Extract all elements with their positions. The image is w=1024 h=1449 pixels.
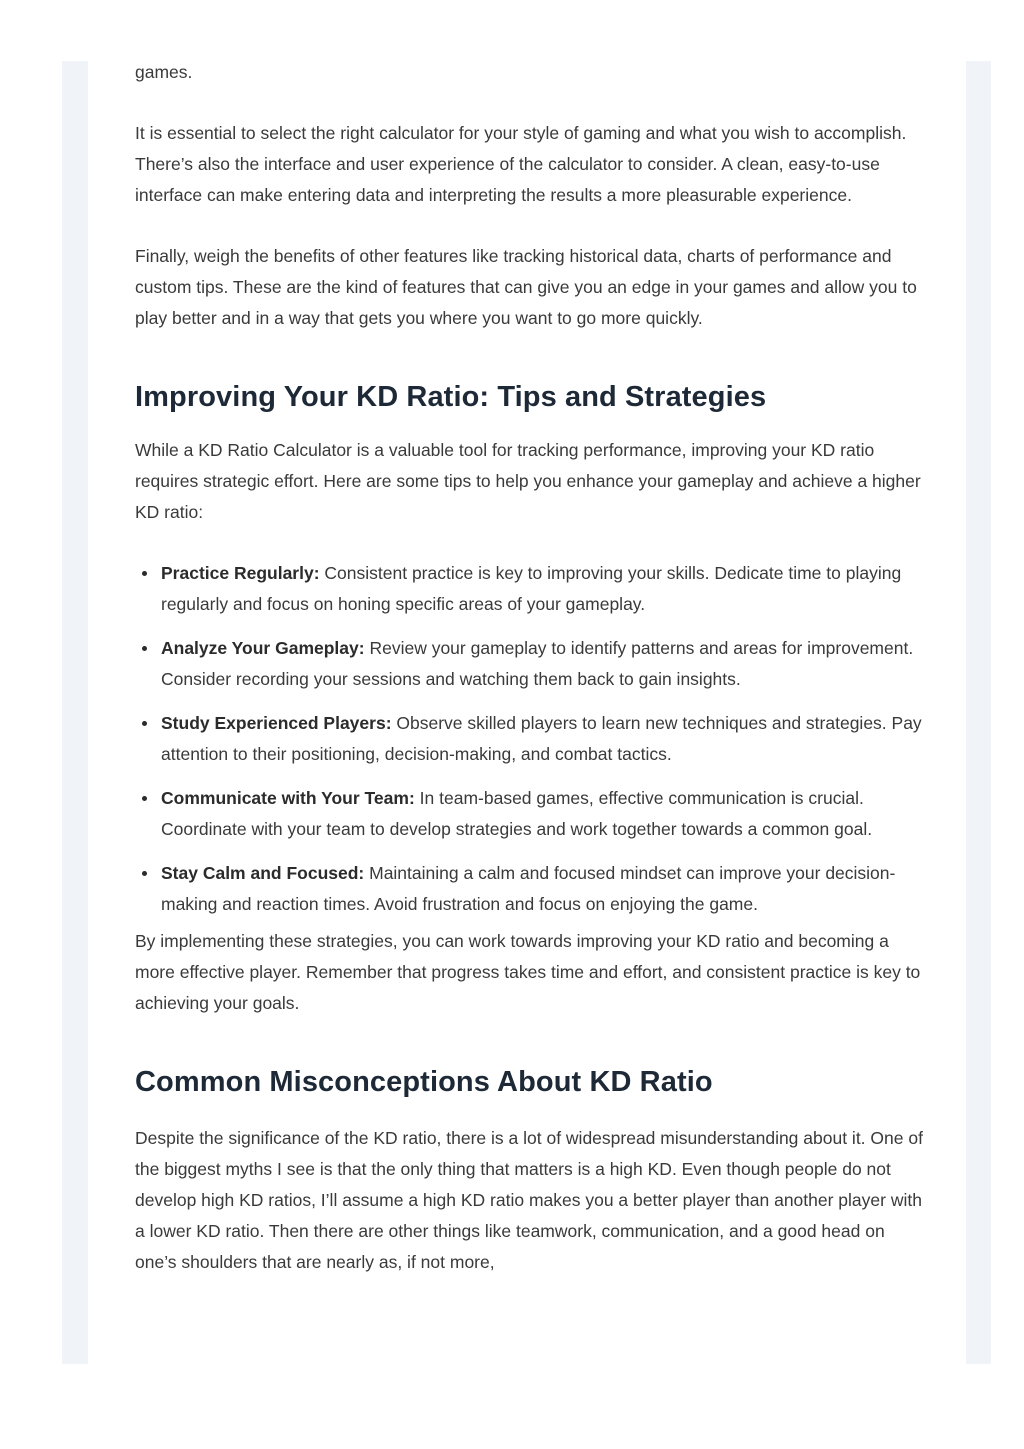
list-item <box>161 708 925 770</box>
tip-text: Review your gameplay to identify patterns and areas for improvement. Consider recording your sessions and watching them back to gain insights. <box>161 638 914 689</box>
tips-list <box>135 558 925 920</box>
paragraph-select-calculator: It is essential to select the right calculator for your style of gaming and what you wish to accomplish. There’s also the interface and user experience of the calculator to consider. A clean, easy-to-use interface can make entering data and interpreting the results a more pleasurable experience. <box>135 123 907 205</box>
heading-common-misconceptions: Common Misconceptions About KD Ratio <box>135 1066 713 1098</box>
right-margin-band <box>966 61 991 1364</box>
paragraph-implementing-strategies: By implementing these strategies, you can work towards improving your KD ratio and becoming a more effective player. Remember that progress takes time and effort, and consistent practice is key to achieving your goals. <box>135 931 921 1013</box>
list-item <box>161 783 925 845</box>
tip-text: In team-based games, effective communication is crucial. Coordinate with your team to develop strategies and work together towards a common goal. <box>161 788 873 839</box>
tip-text: Consistent practice is key to improving your skills. Dedicate time to playing regularly and focus on honing specific areas of your gameplay. <box>161 563 902 614</box>
tip-title: Analyze Your Gameplay: <box>161 638 365 658</box>
tip-text: Observe skilled players to learn new techniques and strategies. Pay attention to their positioning, decision-making, and combat tactics. <box>161 713 922 764</box>
left-margin-band <box>62 61 88 1364</box>
tip-title: Communicate with Your Team: <box>161 788 415 808</box>
list-item <box>161 858 925 920</box>
paragraph-other-features: Finally, weigh the benefits of other features like tracking historical data, charts of performance and custom tips. These are the kind of features that can give you an edge in your games and allow you to play better and in a way that gets you where you want to go more quickly. <box>135 246 917 328</box>
tip-title: Stay Calm and Focused: <box>161 863 365 883</box>
paragraph-misconceptions: Despite the significance of the KD ratio, there is a lot of widespread misunderstanding about it. One of the biggest myths I see is that the only thing that matters is a high KD. Even though people do not develop high KD ratios, I’ll assume a high KD ratio makes you a better player than another player with a lower KD ratio. Then there are other things like teamwork, communication, and a good head on one’s shoulders that are nearly as, if not more, <box>135 1128 923 1272</box>
tip-title: Study Experienced Players: <box>161 713 392 733</box>
paragraph-tips-intro: While a KD Ratio Calculator is a valuable tool for tracking performance, improving your KD ratio requires strategic effort. Here are some tips to help you enhance your gameplay and achieve a higher KD ratio: <box>135 440 921 522</box>
tip-text: Maintaining a calm and focused mindset can improve your decision-making and reaction times. Avoid frustration and focus on enjoying the game. <box>161 863 896 914</box>
list-item <box>161 558 925 620</box>
tip-title: Practice Regularly: <box>161 563 320 583</box>
heading-improving-kd-ratio: Improving Your KD Ratio: Tips and Strategies <box>135 381 767 413</box>
list-item <box>161 633 925 695</box>
paragraph-games: games. <box>135 62 193 82</box>
article-body <box>135 57 925 1278</box>
